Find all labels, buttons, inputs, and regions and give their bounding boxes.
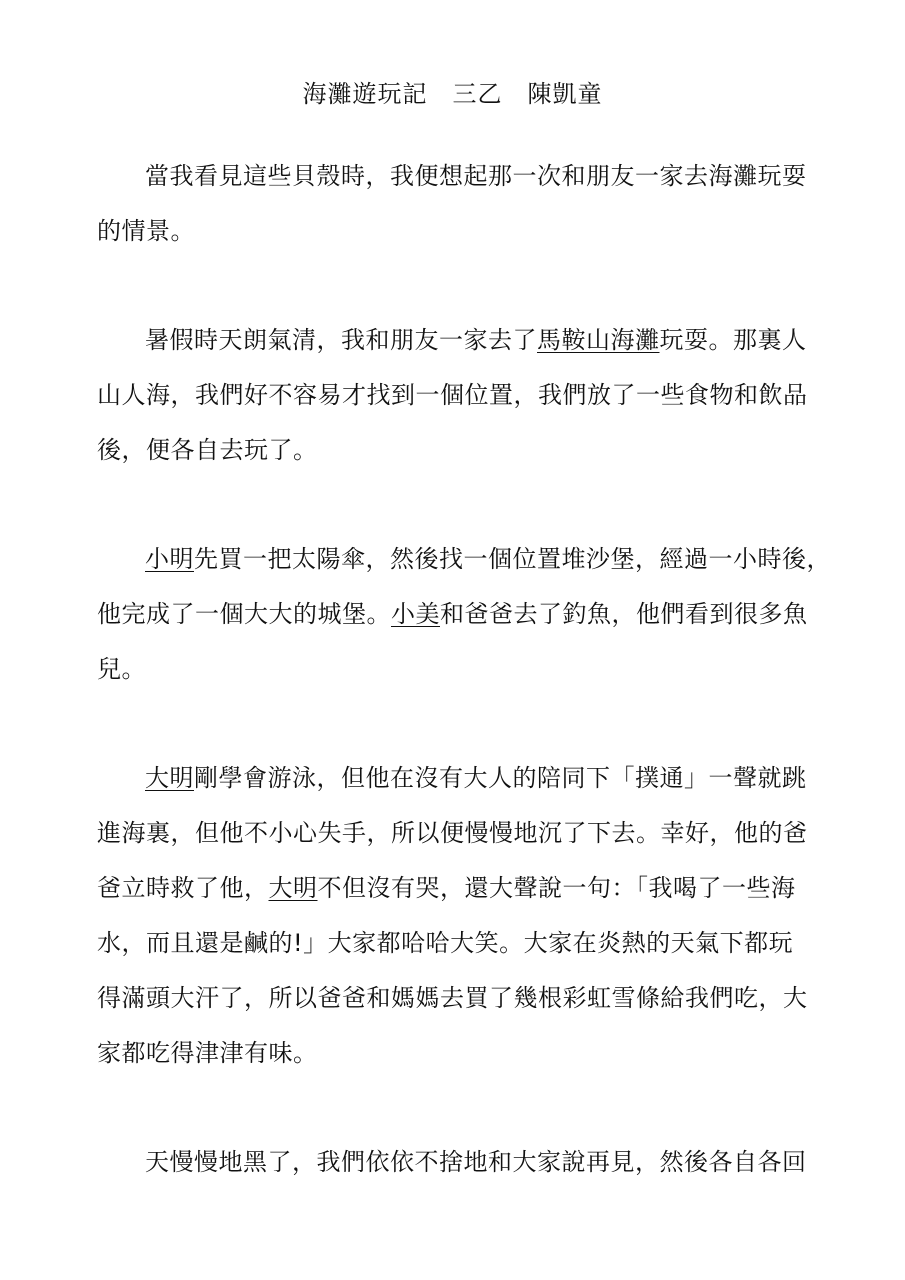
- paragraph-4-line-4: 水，而且還是鹹的!」大家都哈哈大笑。大家在炎熱的天氣下都玩: [97, 929, 794, 957]
- paragraph-1-line-2: 的情景。: [97, 217, 195, 245]
- text-span: 他完成了一個大大的城堡。: [97, 600, 391, 628]
- text-span: 暑假時天朗氣清，我和朋友一家去了: [145, 326, 537, 354]
- paragraph-1-line-1: 當我看見這些貝殼時，我便想起那一次和朋友一家去海灘玩耍: [145, 162, 807, 190]
- paragraph-5-line-1: 天慢慢地黑了，我們依依不捨地和大家說再見，然後各自各回: [145, 1148, 807, 1176]
- paragraph-3-line-1: [145, 541, 831, 577]
- paragraph-4-line-2: 進海裏，但他不小心失手，所以便慢慢地沉了下去。幸好，他的爸: [97, 819, 808, 847]
- paragraph-3-line-3: 兒。: [97, 655, 146, 683]
- paragraph-3-line-2: [97, 596, 808, 632]
- text-span: 先買一把太陽傘，然後找一個位置堆沙堡，經過一小時後，: [194, 545, 831, 573]
- person-name-underlined: 大明: [268, 874, 318, 902]
- paragraph-2-line-3: 後，便各自去玩了。: [97, 436, 318, 464]
- paragraph-4-line-6: 家都吃得津津有味。: [97, 1039, 318, 1067]
- text-span: 爸立時救了他，: [97, 874, 269, 902]
- place-name-underlined: 馬鞍山海灘: [537, 326, 660, 354]
- text-span: 玩耍。那裏人: [659, 326, 807, 354]
- text-span: 和爸爸去了釣魚，他們看到很多魚: [440, 600, 808, 628]
- person-name-underlined: 小明: [145, 545, 194, 573]
- paragraph-4-line-3: [97, 870, 796, 906]
- person-name-underlined: 小美: [391, 600, 440, 628]
- page-title: 海灘遊玩記 三乙 陳凱童: [302, 80, 603, 108]
- paragraph-2-line-2: 山人海，我們好不容易才找到一個位置，我們放了一些食物和飲品: [97, 381, 808, 409]
- text-span: 剛學會游泳，但他在沒有大人的陪同下「撲通」一聲就跳: [194, 764, 807, 792]
- paragraph-4-line-5: 得滿頭大汗了，所以爸爸和媽媽去買了幾根彩虹雪條給我們吃，大: [97, 984, 808, 1012]
- paragraph-4-line-1: [145, 760, 807, 796]
- person-name-underlined: 大明: [145, 764, 194, 792]
- text-span: 不但沒有哭，還大聲說一句：「我喝了一些海: [317, 874, 796, 902]
- paragraph-2-line-1: [145, 322, 807, 358]
